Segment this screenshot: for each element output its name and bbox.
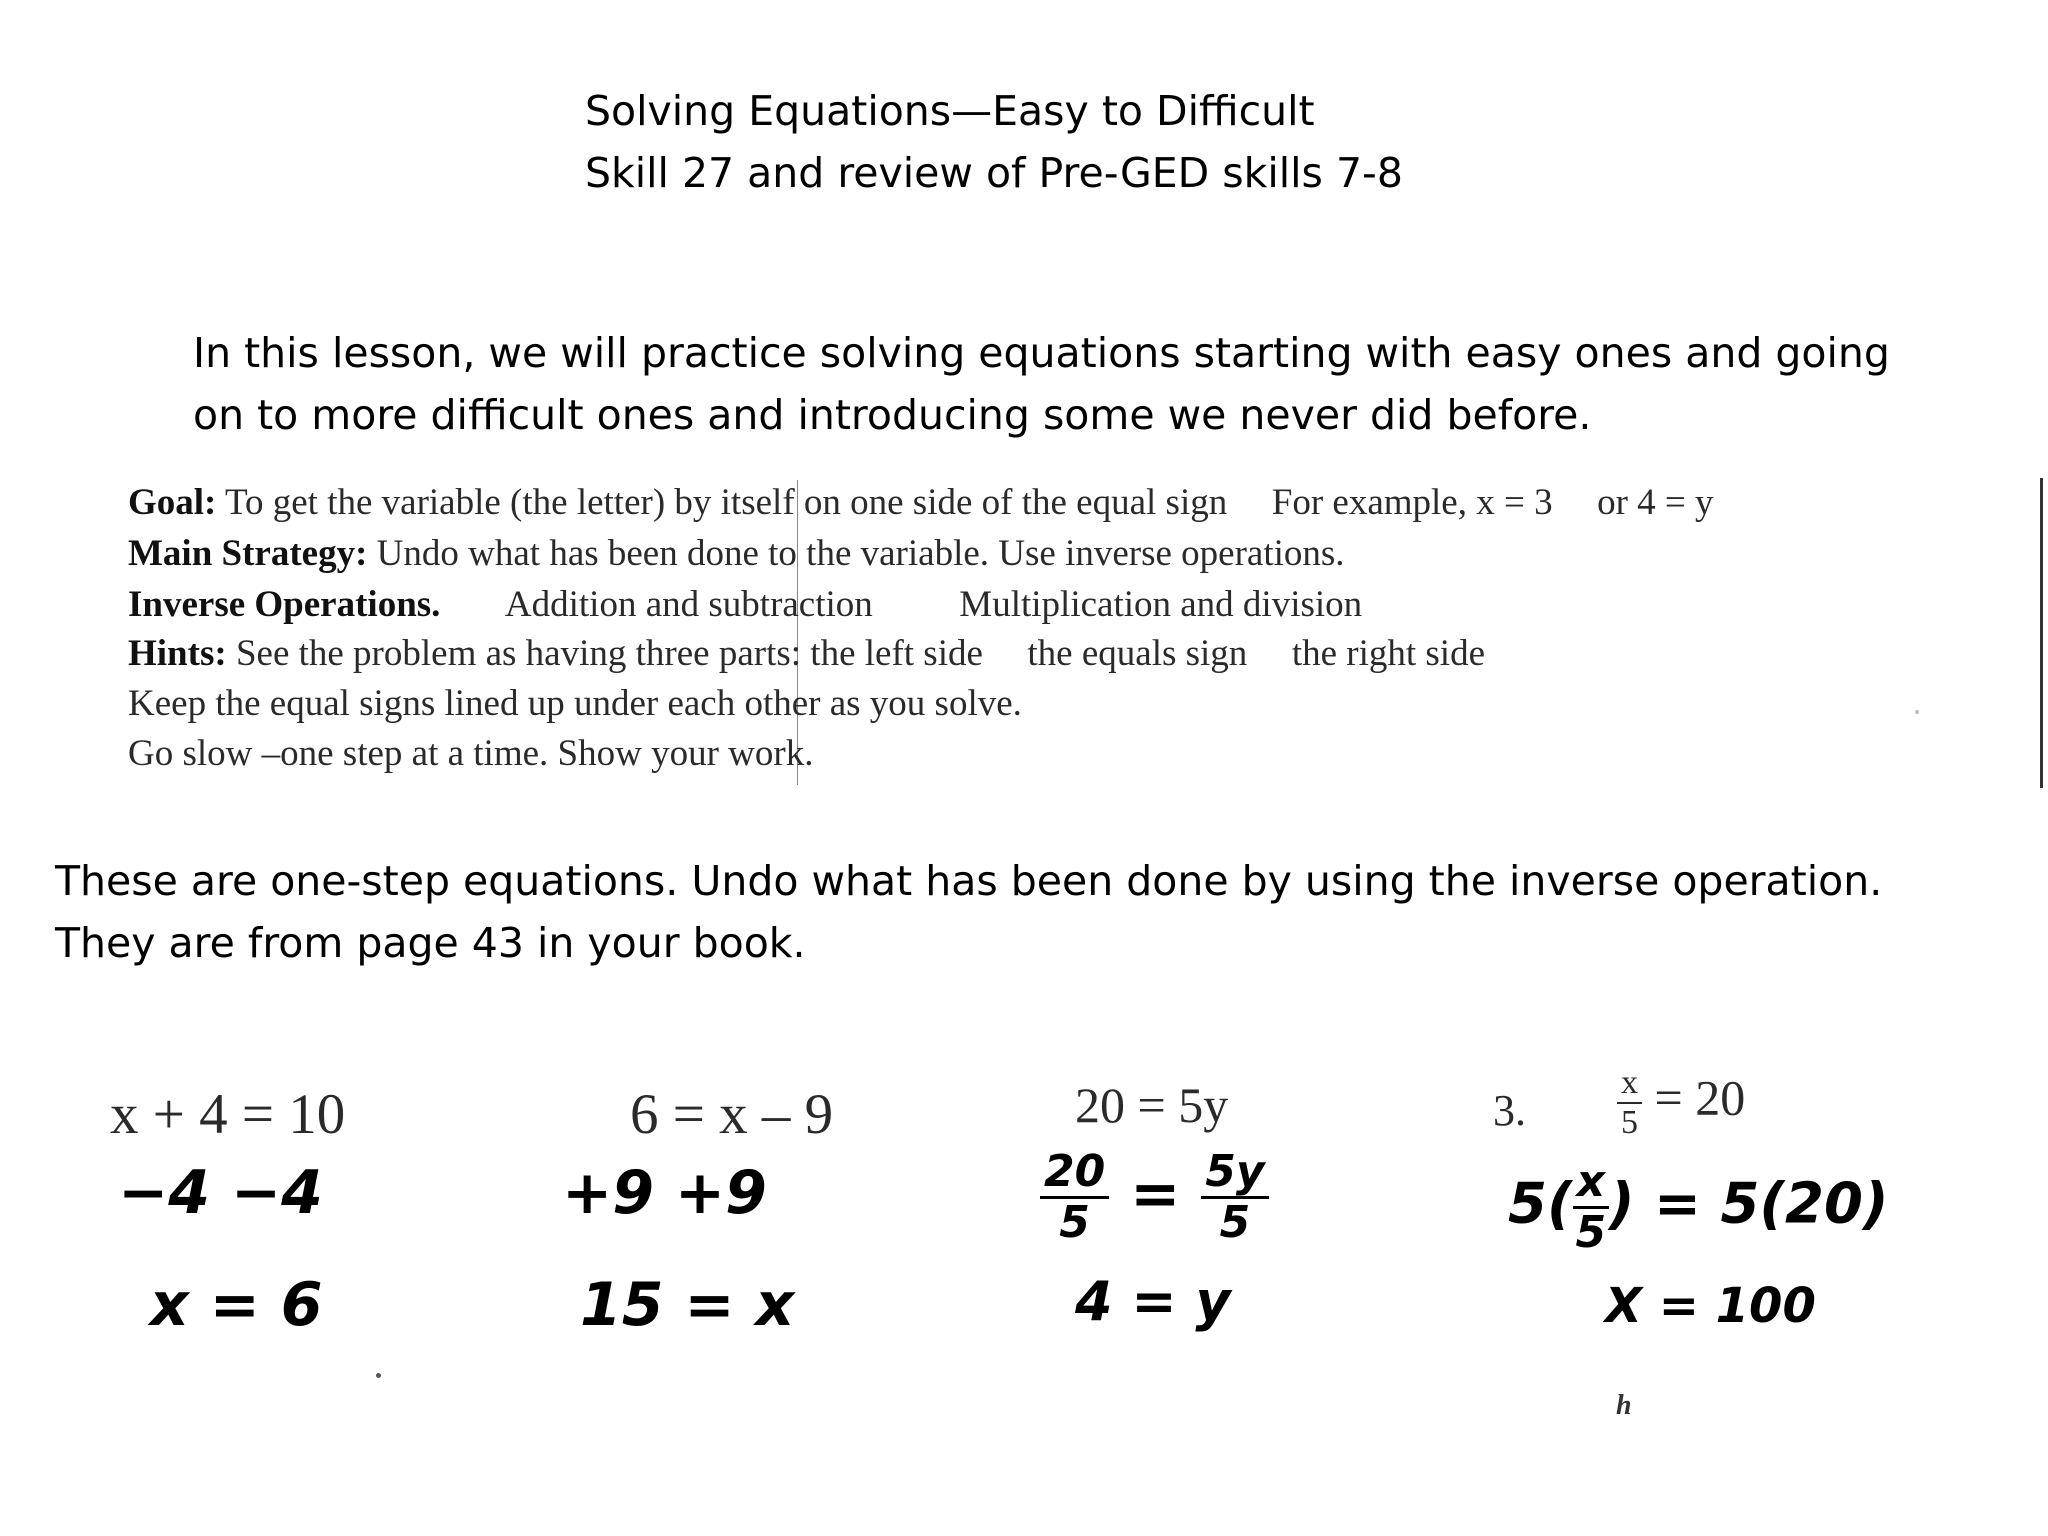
steps-paragraph <box>55 850 2035 974</box>
goal-text: To get the variable (the letter) by itself on one side of the equal sign <box>224 482 1228 523</box>
problem-3-right-fraction <box>1201 1146 1268 1248</box>
problem-2-answer: 15 = x <box>580 1270 795 1340</box>
problem-2-equation: 6 = x – 9 <box>630 1083 834 1146</box>
problem-4-denominator: 5 <box>1621 1104 1638 1141</box>
intro-line-2: on to more difficult ones and introducing some we never did before. <box>193 391 1592 439</box>
problem-4-step-fraction <box>1573 1156 1609 1258</box>
problem-1-step: −4 −4 <box>118 1158 323 1228</box>
inverse-item-1: Addition and subtraction <box>504 584 873 625</box>
hints-part-3: the right side <box>1291 633 1485 674</box>
scan-speck <box>1915 710 1919 714</box>
problem-3-right-numerator: 5y <box>1201 1150 1268 1199</box>
intro-paragraph <box>193 322 1953 446</box>
intro-line-1: In this lesson, we will practice solving equations starting with easy ones and going <box>193 329 1890 377</box>
title-line-2: Skill 27 and review of Pre-GED skills 7-8 <box>585 149 1403 197</box>
problem-4-step-denominator: 5 <box>1575 1207 1607 1258</box>
problem-4-equation <box>1617 1066 1745 1140</box>
problem-4-rhs: = 20 <box>1654 1069 1746 1126</box>
problem-4-step-rhs: = 5(20) <box>1654 1171 1889 1237</box>
stray-mark: h <box>1616 1390 1632 1421</box>
slide-title <box>585 80 1403 204</box>
problem-4-fraction <box>1617 1066 1642 1140</box>
strategy-line <box>128 528 1345 579</box>
keep-line: Keep the equal signs lined up under each other as you solve. <box>128 683 1022 724</box>
problem-4-step-suffix: ) <box>1608 1171 1635 1237</box>
problem-3-left-numerator: 20 <box>1040 1150 1109 1199</box>
hints-line <box>128 628 1485 679</box>
problem-4-answer: X = 100 <box>1605 1278 1816 1334</box>
goal-line <box>128 477 1714 528</box>
problem-4-step-numerator: x <box>1573 1160 1609 1209</box>
steps-line-2: They are from page 43 in your book. <box>55 919 806 967</box>
inverse-label: Inverse Operations. <box>128 584 441 625</box>
problem-1-answer: x = 6 <box>150 1270 323 1340</box>
goal-example-2: or 4 = y <box>1597 482 1714 523</box>
steps-line-1: These are one-step equations. Undo what has been done by using the inverse operation. <box>55 857 1883 905</box>
goal-example: For example, x = 3 <box>1271 482 1553 523</box>
problem-3-answer: 4 = y <box>1075 1270 1231 1333</box>
slow-line: Go slow –one step at a time. Show your work. <box>128 733 814 774</box>
problem-3-left-fraction <box>1040 1146 1109 1248</box>
hints-label: Hints: <box>128 633 227 674</box>
problem-3-equation: 20 = 5y <box>1075 1077 1229 1133</box>
problem-2-step: +9 +9 <box>562 1158 767 1228</box>
hints-part-2: the equals sign <box>1027 633 1248 674</box>
problem-1-equation: x + 4 = 10 <box>110 1083 346 1146</box>
problem-3-left-denominator: 5 <box>1059 1197 1090 1248</box>
problem-4-step <box>1508 1156 1889 1258</box>
problem-3-equals: = <box>1130 1159 1181 1230</box>
inverse-line <box>128 579 1362 630</box>
problem-4-number: 3. <box>1493 1086 1526 1135</box>
title-line-1: Solving Equations—Easy to Difficult <box>585 87 1315 135</box>
hints-text: See the problem as having three parts: the left side <box>235 633 983 674</box>
scan-edge-line <box>2040 478 2043 788</box>
strategy-label: Main Strategy: <box>128 533 368 574</box>
inverse-item-2: Multiplication and division <box>959 584 1363 625</box>
scanned-strategy-box <box>120 472 2048 790</box>
stray-dot <box>376 1373 381 1378</box>
problem-3-right-denominator: 5 <box>1219 1197 1251 1248</box>
goal-label: Goal: <box>128 482 217 523</box>
problem-4-numerator: x <box>1617 1066 1642 1104</box>
problem-3-step <box>1040 1146 1269 1248</box>
problem-4-step-prefix: 5( <box>1508 1171 1573 1237</box>
strategy-text: Undo what has been done to the variable. Use inverse operations. <box>376 533 1345 574</box>
